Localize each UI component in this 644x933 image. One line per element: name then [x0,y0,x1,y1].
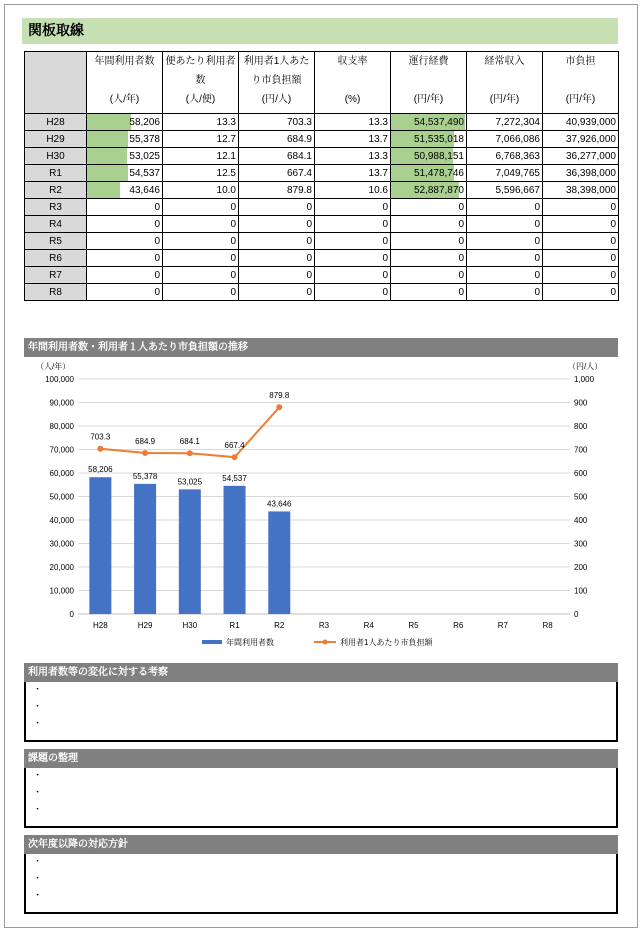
comment-section-header: 課題の整理 [24,749,618,768]
table-cell [543,165,619,182]
left-axis-tick-label: 60,000 [49,469,74,478]
column-header-label: 便あたり利用者数 [165,56,236,86]
cell-value: 0 [306,252,312,264]
table-cell [163,267,239,284]
column-header [391,52,467,114]
x-axis-tick-label: R8 [542,621,553,630]
table-cell [87,216,163,233]
cell-value: 54,537 [129,167,160,179]
right-axis-tick-label: 700 [574,445,588,455]
table-cell [239,148,315,165]
table-cell [239,250,315,267]
cell-value: 12.5 [216,167,236,179]
cell-value: 0 [230,218,236,230]
cell-value: 0 [230,269,236,281]
table-cell [239,267,315,284]
table-cell [87,284,163,301]
cell-value: 0 [306,269,312,281]
cell-value: 0 [458,252,464,264]
line-data-label: 703.3 [90,432,111,442]
data-bar-fill [87,114,131,130]
row-year-label: R5 [25,233,87,250]
cell-value: 12.7 [216,133,236,145]
table-cell [315,131,391,148]
right-axis-tick-label: 900 [574,398,588,408]
bullet-line: ・ [33,805,43,815]
cell-value: 0 [534,286,540,298]
cell-value: 0 [382,201,388,213]
column-header [467,52,543,114]
table-cell [239,216,315,233]
cell-value: 0 [382,252,388,264]
x-axis-tick-label: H30 [182,621,198,630]
table-cell [543,199,619,216]
bullet-line: ・ [33,719,43,729]
x-axis-tick-label: R3 [318,621,330,630]
cell-value: 43,646 [129,184,160,196]
line-data-label: 684.1 [179,437,200,447]
table-cell [467,216,543,233]
chart [24,357,618,659]
cell-value: 0 [382,235,388,247]
right-axis-tick-label: 400 [574,516,588,525]
row-year-label: H28 [25,114,87,131]
cell-value: 0 [154,201,160,213]
cell-value: 0 [534,201,540,213]
table-row [25,284,619,301]
line-point [187,450,193,456]
legend-line-marker [323,640,328,645]
cell-value: 0 [458,269,464,281]
table-cell [467,148,543,165]
table-cell [239,199,315,216]
table-cell [87,233,163,250]
table-cell [391,199,467,216]
column-header-unit: (円/人) [261,94,292,105]
cell-value: 0 [306,235,312,247]
bar [224,486,246,614]
cell-value: 37,926,000 [565,133,616,145]
cell-value: 13.3 [368,116,388,128]
cell-value: 0 [534,252,540,264]
table-row [25,114,619,131]
cell-value: 0 [154,269,160,281]
cell-value: 0 [610,235,616,247]
x-axis-tick-label: R7 [497,621,509,630]
cell-value: 0 [306,201,312,213]
data-bar-fill [87,131,128,147]
table-row [25,250,619,267]
table-cell [163,233,239,250]
table-cell [239,165,315,182]
right-axis-tick-label: 600 [574,469,588,478]
table-cell [391,165,467,182]
table-cell [543,114,619,131]
table-row [25,216,619,233]
column-header-unit: (%) [344,94,361,105]
table-cell [239,131,315,148]
line-point [232,454,238,460]
comment-text-box[interactable] [24,682,618,742]
cell-value: 0 [230,235,236,247]
table-cell [239,114,315,131]
column-header-unit: (円/年) [489,94,520,105]
cell-value: 0 [534,235,540,247]
table-cell [391,233,467,250]
bullet-line: ・ [33,788,43,798]
table-corner-cell [25,52,87,114]
table-row [25,165,619,182]
cell-value: 0 [230,252,236,264]
table-cell [543,148,619,165]
x-axis-tick-label: R1 [229,621,240,630]
cell-value: 0 [458,218,464,230]
column-header-label: 利用者1人あたり市負担額 [243,56,310,86]
chart-section-header: 年間利用者数・利用者１人あたり市負担額の推移 [24,338,618,357]
table-cell [87,250,163,267]
column-header [315,52,391,114]
cell-value: 0 [306,218,312,230]
table-cell [543,233,619,250]
left-axis-tick-label: 20,000 [49,563,74,572]
right-axis-tick-label: 1,000 [574,375,595,384]
cell-value: 13.3 [216,116,236,128]
bar-data-label: 58,206 [88,465,113,475]
table-cell [543,250,619,267]
cell-value: 6,768,363 [495,150,540,162]
x-axis-tick-label: R2 [274,621,285,630]
cell-value: 40,939,000 [565,116,616,128]
table-cell [543,284,619,301]
column-header-label: 運行経費 [408,56,449,67]
left-axis-tick-label: 50,000 [49,492,74,502]
line-point [142,450,148,456]
cell-value: 684.9 [286,133,312,145]
cell-value: 0 [610,252,616,264]
row-year-label: R6 [25,250,87,267]
cell-value: 879.8 [286,184,312,196]
row-year-label: H30 [25,148,87,165]
x-axis-tick-label: R4 [363,621,374,630]
table-cell [467,199,543,216]
cell-value: 10.0 [216,184,236,196]
bullet-line: ・ [33,891,43,901]
cell-value: 0 [610,269,616,281]
table-cell [543,131,619,148]
table-cell [467,182,543,199]
cell-value: 13.7 [368,133,388,145]
comment-section-header: 利用者数等の変化に対する考察 [24,663,618,682]
table-cell [543,267,619,284]
column-header-unit: (人/年) [109,94,140,105]
cell-value: 55,378 [129,133,160,145]
right-axis-unit: （円/人） [568,362,603,371]
data-bar-fill [87,165,128,181]
table-cell [239,182,315,199]
cell-value: 0 [458,201,464,213]
column-header-label: 市負担 [565,56,596,67]
table-cell [391,216,467,233]
table-cell [87,199,163,216]
column-header-label: 収支率 [337,56,368,67]
right-axis-tick-label: 300 [574,539,588,549]
right-axis-tick-label: 200 [574,563,588,572]
table-cell [391,114,467,131]
left-axis-tick-label: 30,000 [49,539,74,549]
cell-value: 0 [154,235,160,247]
right-axis-tick-label: 500 [574,492,588,502]
cell-value: 0 [230,201,236,213]
legend-label: 年間利用者数 [226,638,274,647]
table-cell [467,165,543,182]
cell-value: 7,272,304 [495,116,540,128]
column-header-unit: (円/年) [413,94,444,105]
left-axis-tick-label: 40,000 [49,516,74,525]
table-cell [391,267,467,284]
cell-value: 0 [382,286,388,298]
row-year-label: R2 [25,182,87,199]
cell-value: 12.1 [216,150,236,162]
line-point [276,404,282,410]
comment-text-box[interactable] [24,854,618,914]
data-bar-fill [87,148,127,164]
table-cell [467,131,543,148]
table-cell [467,284,543,301]
cell-value: 36,277,000 [565,150,616,162]
table-cell [163,182,239,199]
bar [134,484,156,614]
table-cell [391,148,467,165]
cell-value: 0 [382,218,388,230]
left-axis-tick-label: 90,000 [49,398,74,408]
right-axis-tick-label: 800 [574,422,588,431]
bar [268,511,290,614]
line-data-label: 684.9 [135,437,156,447]
bar [89,477,111,614]
table-cell [543,182,619,199]
column-header-label: 経常収入 [484,56,525,67]
row-year-label: R8 [25,284,87,301]
table-cell [467,233,543,250]
legend-label: 利用者1人あたり市負担額 [340,638,433,647]
table-cell [467,114,543,131]
column-header [163,52,239,114]
left-axis-tick-label: 100,000 [45,375,74,384]
cell-value: 0 [382,269,388,281]
column-header [239,52,315,114]
column-header-unit: (人/便) [185,94,216,105]
table-cell [315,267,391,284]
cell-value: 51,478,746 [413,167,464,179]
table-cell [163,199,239,216]
table-cell [315,216,391,233]
cell-value: 703.3 [286,116,312,128]
column-header-unit: (円/年) [565,94,596,105]
comment-text-box[interactable] [24,768,618,828]
left-axis-tick-label: 80,000 [49,422,74,431]
bar [179,489,201,614]
cell-value: 0 [610,218,616,230]
cell-value: 5,596,667 [495,184,540,196]
table-cell [315,182,391,199]
table-cell [315,148,391,165]
bar-data-label: 54,537 [222,473,247,483]
column-header [543,52,619,114]
cell-value: 7,049,765 [495,167,540,179]
row-year-label: R3 [25,199,87,216]
table-cell [163,131,239,148]
cell-value: 13.3 [368,150,388,162]
table-cell [163,148,239,165]
left-axis-tick-label: 70,000 [49,445,74,455]
left-axis-unit: （人/年） [36,362,71,371]
table-row [25,199,619,216]
cell-value: 0 [610,286,616,298]
bar-data-label: 53,025 [177,477,203,487]
comment-section-header: 次年度以降の対応方針 [24,835,618,854]
bar-data-label: 43,646 [267,499,292,509]
table-cell [87,267,163,284]
row-year-label: R1 [25,165,87,182]
table-cell [163,165,239,182]
row-year-label: R4 [25,216,87,233]
cell-value: 0 [230,286,236,298]
cell-value: 0 [154,286,160,298]
row-year-label: H29 [25,131,87,148]
table-row [25,148,619,165]
table-cell [315,284,391,301]
cell-value: 58,206 [129,116,160,128]
legend-bar-swatch [202,640,222,644]
table-cell [315,233,391,250]
cell-value: 0 [534,218,540,230]
cell-value: 38,398,000 [565,184,616,196]
cell-value: 0 [458,235,464,247]
right-axis-tick-label: 100 [574,586,588,596]
table-cell [87,114,163,131]
table-cell [163,284,239,301]
table-cell [315,250,391,267]
cell-value: 0 [154,218,160,230]
cell-value: 0 [534,269,540,281]
x-axis-tick-label: R6 [453,621,464,630]
cell-value: 0 [154,252,160,264]
table-cell [391,131,467,148]
table-cell [315,114,391,131]
table-cell [391,182,467,199]
table-cell [467,267,543,284]
table-cell [467,250,543,267]
table-cell [87,131,163,148]
table-row [25,233,619,250]
bullet-line: ・ [33,702,43,712]
left-axis-tick-label: 10,000 [49,586,74,596]
cell-value: 667.4 [286,167,312,179]
row-year-label: R7 [25,267,87,284]
bullet-line: ・ [33,771,43,781]
bar-data-label: 55,378 [132,471,158,481]
x-axis-tick-label: R5 [408,621,419,630]
x-axis-tick-label: H29 [137,621,153,630]
left-axis-tick-label: 0 [69,610,74,619]
route-statistics-table [24,51,619,301]
cell-value: 52,887,870 [413,184,464,196]
right-axis-tick-label: 0 [574,610,579,619]
table-cell [315,165,391,182]
cell-value: 10.6 [368,184,388,196]
table-cell [87,148,163,165]
cell-value: 0 [306,286,312,298]
line-data-label: 667.4 [224,441,245,451]
table-cell [87,165,163,182]
cell-value: 36,398,000 [565,167,616,179]
table-row [25,267,619,284]
data-bar-fill [87,182,120,198]
bullet-line: ・ [33,857,43,867]
table-cell [163,216,239,233]
column-header-label: 年間利用者数 [94,56,155,67]
column-header [87,52,163,114]
table-cell [315,199,391,216]
cell-value: 0 [458,286,464,298]
table-row [25,131,619,148]
page-title: 関板取線 [22,18,618,44]
cell-value: 684.1 [286,150,312,162]
table-cell [543,216,619,233]
cell-value: 50,988,151 [413,150,464,162]
cell-value: 51,535,018 [413,133,464,145]
cell-value: 54,537,490 [413,116,464,128]
table-cell [391,284,467,301]
cell-value: 13.7 [368,167,388,179]
line-point [97,446,103,452]
table-cell [163,250,239,267]
cell-value: 53,025 [129,150,160,162]
table-cell [163,114,239,131]
table-header-row [25,52,619,114]
table-cell [239,284,315,301]
x-axis-tick-label: H28 [93,621,108,630]
line-data-label: 879.8 [269,391,290,401]
table-cell [391,250,467,267]
cell-value: 7,066,086 [495,133,540,145]
table-row [25,182,619,199]
bullet-line: ・ [33,874,43,884]
table-cell [87,182,163,199]
table-cell [239,233,315,250]
chart-svg [24,357,618,659]
bullet-line: ・ [33,685,43,695]
cell-value: 0 [610,201,616,213]
